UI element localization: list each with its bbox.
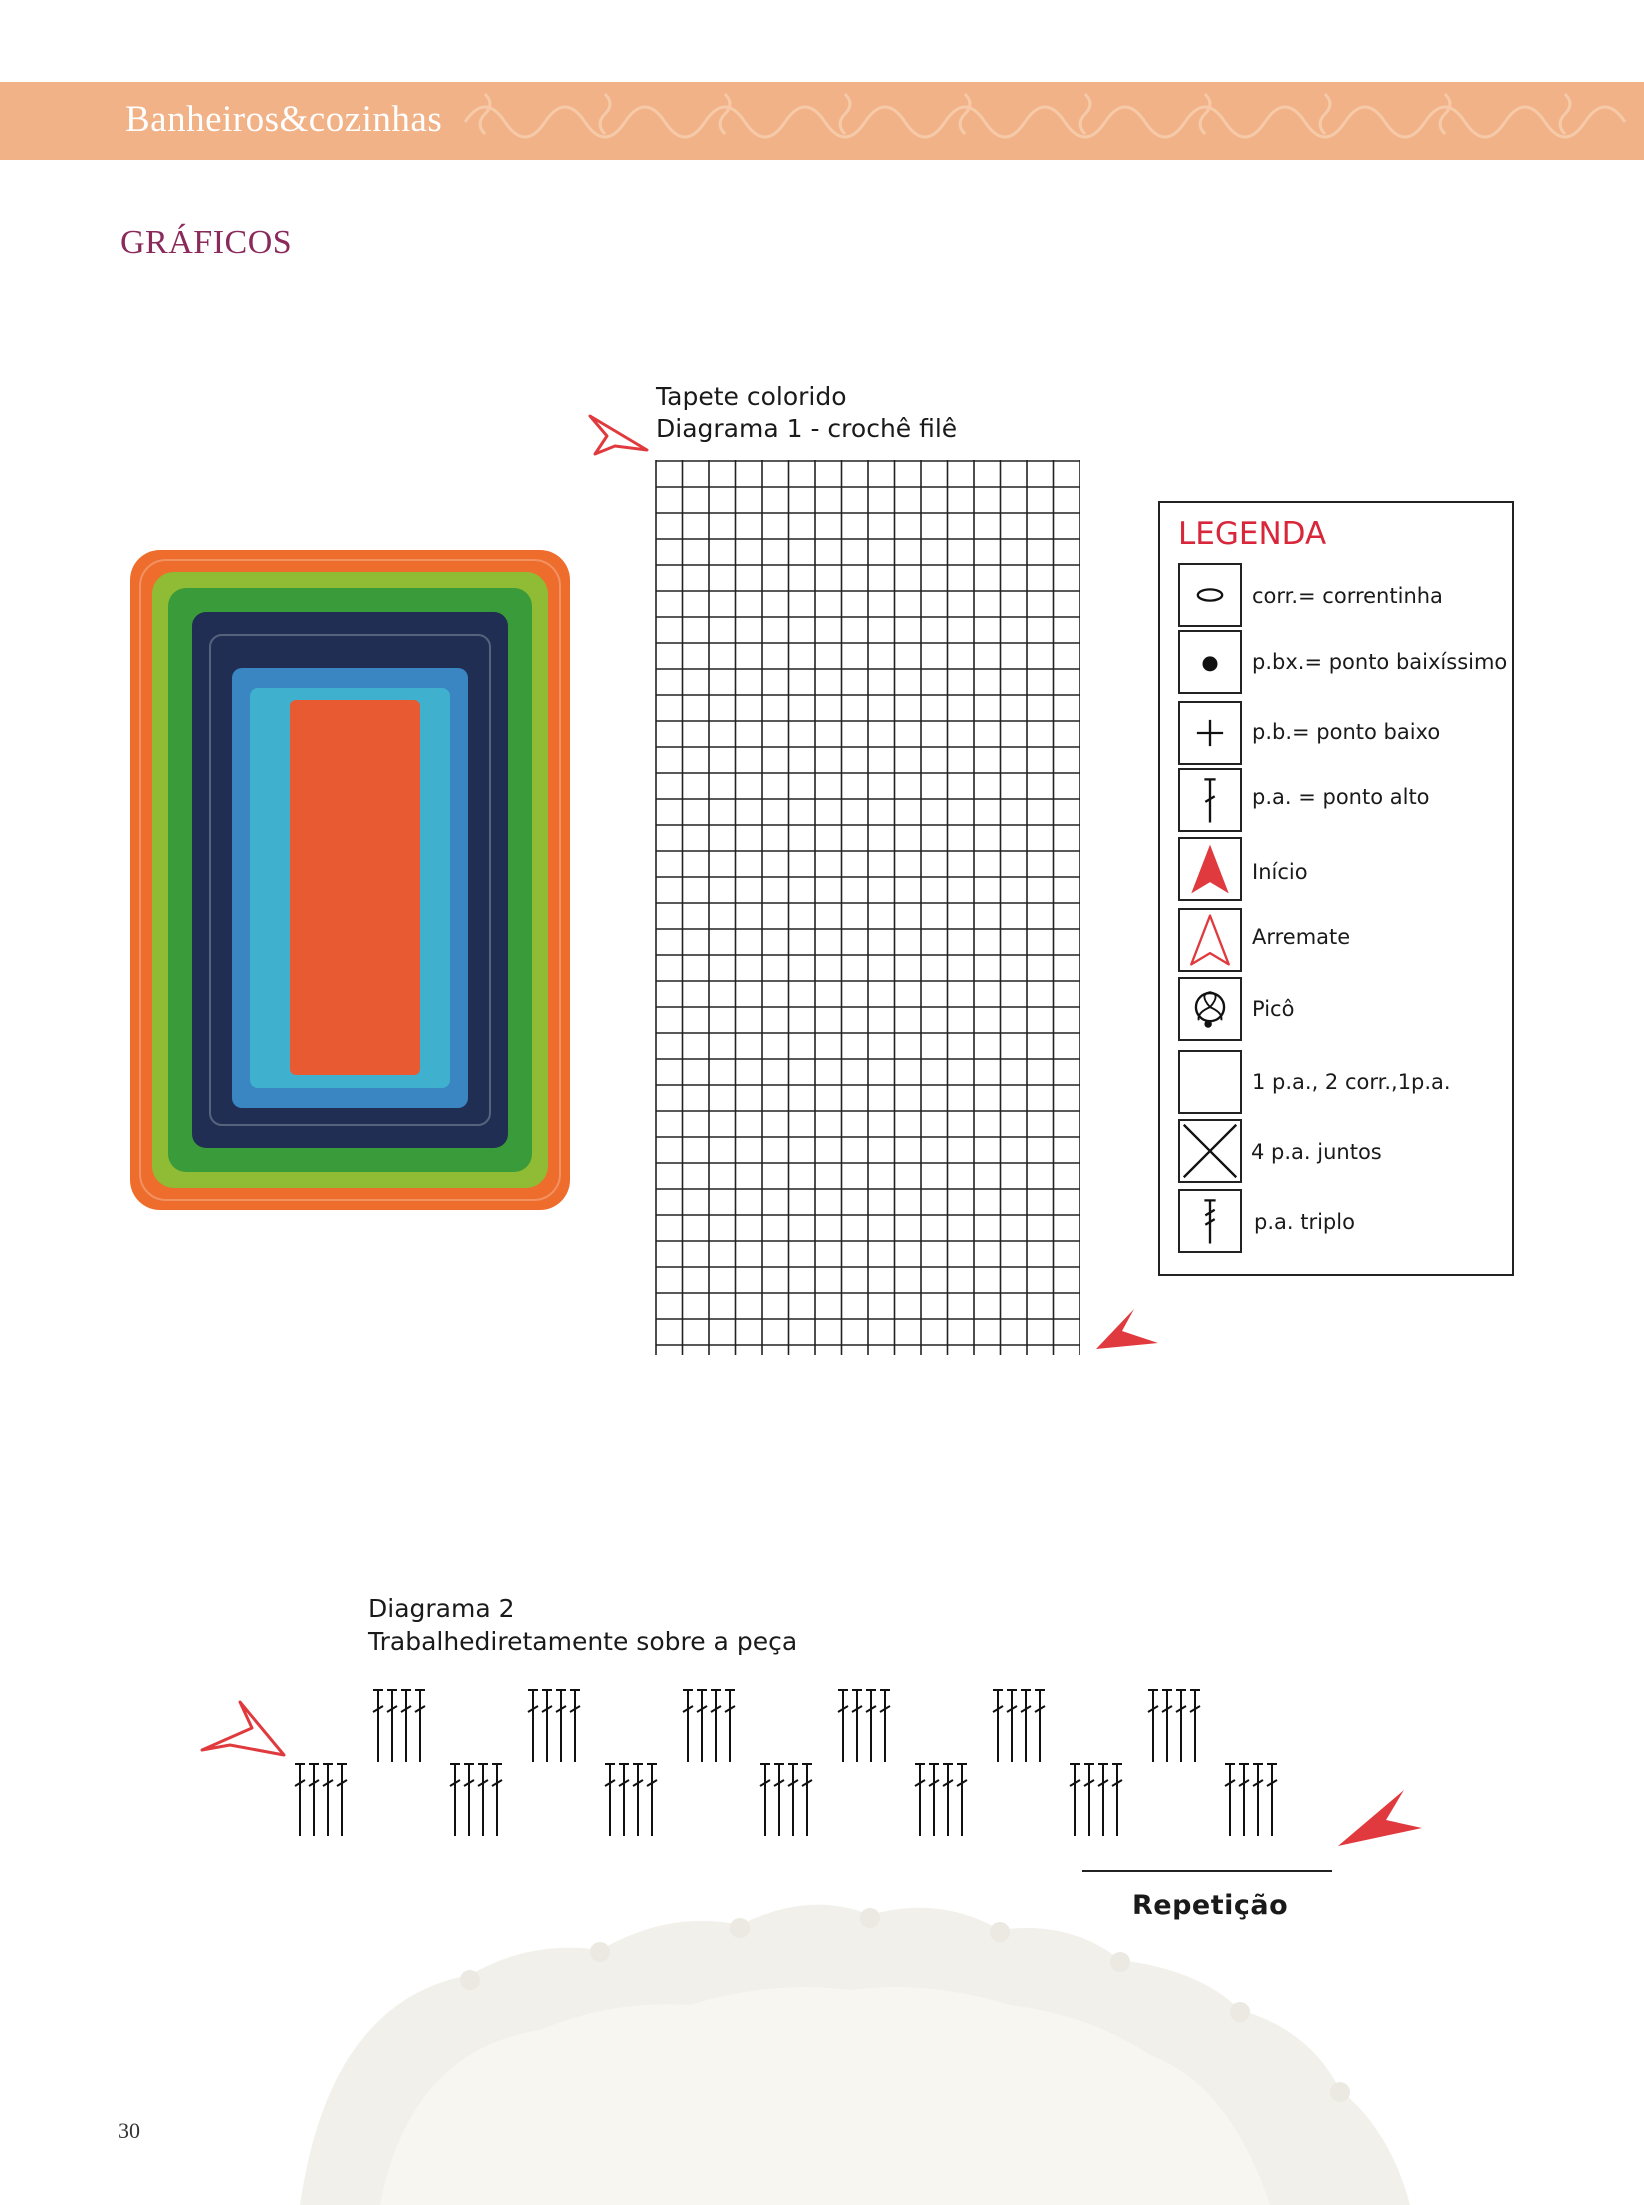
finish-arrow-icon (1178, 908, 1242, 972)
header-ornament-pattern (455, 82, 1644, 160)
legend-label-triple-crochet: p.a. triplo (1254, 1210, 1355, 1234)
double-crochet-symbol (1253, 1764, 1263, 1836)
legend-label-finish: Arremate (1252, 925, 1351, 949)
finish-arrow-icon (585, 408, 655, 458)
double-crochet-symbol (1176, 1690, 1186, 1762)
double-crochet-symbol (528, 1690, 538, 1762)
legend-title: LEGENDA (1178, 516, 1327, 552)
x-square-icon (1178, 1119, 1242, 1183)
double-crochet-icon (1178, 768, 1242, 832)
double-crochet-symbol (1162, 1690, 1172, 1762)
double-crochet-symbol (450, 1764, 460, 1836)
double-crochet-symbol (1190, 1690, 1200, 1762)
rug-photo (100, 520, 600, 1240)
double-crochet-symbol (866, 1690, 876, 1762)
diagram2-title: Diagrama 2 (368, 1594, 515, 1623)
empty-square-icon (1178, 1050, 1242, 1114)
double-crochet-symbol (1267, 1764, 1277, 1836)
finish-arrow-icon (202, 1702, 284, 1755)
double-crochet-symbol (633, 1764, 643, 1836)
double-crochet-symbol (683, 1690, 693, 1762)
double-crochet-symbol (542, 1690, 552, 1762)
double-crochet-symbol (1021, 1690, 1031, 1762)
double-crochet-symbol (619, 1764, 629, 1836)
double-crochet-symbol (943, 1764, 953, 1836)
doily-watermark (270, 1880, 1644, 2205)
double-crochet-symbol (760, 1764, 770, 1836)
double-crochet-symbol (323, 1764, 333, 1836)
double-crochet-symbol (711, 1690, 721, 1762)
diagram1-subtitle: Diagrama 1 - crochê filê (656, 414, 958, 443)
double-crochet-symbol (401, 1690, 411, 1762)
legend-label-picot: Picô (1252, 997, 1295, 1021)
legend-label-cluster: 4 p.a. juntos (1251, 1140, 1382, 1164)
legend-label-single-crochet: p.b.= ponto baixo (1252, 720, 1441, 744)
double-crochet-symbol (1112, 1764, 1122, 1836)
start-arrow-icon (1178, 837, 1242, 901)
double-crochet-symbol (1239, 1764, 1249, 1836)
double-crochet-symbol (802, 1764, 812, 1836)
double-crochet-symbol (838, 1690, 848, 1762)
double-crochet-symbol (957, 1764, 967, 1836)
repetition-line (1082, 1870, 1332, 1872)
double-crochet-symbol (774, 1764, 784, 1836)
double-crochet-symbol (725, 1690, 735, 1762)
page-number: 30 (118, 2118, 140, 2143)
double-crochet-symbol (295, 1764, 305, 1836)
legend-label-slip-stitch: p.bx.= ponto baixíssimo (1252, 650, 1508, 674)
diagram1-title: Tapete colorido (656, 382, 847, 411)
double-crochet-symbol (387, 1690, 397, 1762)
double-crochet-symbol (415, 1690, 425, 1762)
double-crochet-symbol (373, 1690, 383, 1762)
legend-label-open-mesh: 1 p.a., 2 corr.,1p.a. (1252, 1070, 1451, 1094)
double-crochet-symbol (697, 1690, 707, 1762)
double-crochet-symbol (337, 1764, 347, 1836)
double-crochet-symbol (1035, 1690, 1045, 1762)
double-crochet-symbol (464, 1764, 474, 1836)
double-crochet-symbol (492, 1764, 502, 1836)
plus-icon (1178, 701, 1242, 765)
double-crochet-symbol (556, 1690, 566, 1762)
double-crochet-symbol (570, 1690, 580, 1762)
double-crochet-symbol (852, 1690, 862, 1762)
double-crochet-symbol (1098, 1764, 1108, 1836)
page-title: GRÁFICOS (120, 224, 293, 261)
double-crochet-symbol (880, 1690, 890, 1762)
double-crochet-symbol (929, 1764, 939, 1836)
legend-label-chain: corr.= correntinha (1252, 584, 1443, 608)
double-crochet-symbol (1070, 1764, 1080, 1836)
stitch-chart (190, 1680, 1440, 1860)
double-crochet-symbol (309, 1764, 319, 1836)
triple-crochet-icon (1178, 1189, 1242, 1253)
double-crochet-symbol (647, 1764, 657, 1836)
double-crochet-symbol (1007, 1690, 1017, 1762)
filet-crochet-grid (655, 460, 1080, 1355)
double-crochet-symbol (1225, 1764, 1235, 1836)
diagram2-subtitle: Trabalhediretamente sobre a peça (368, 1627, 798, 1656)
double-crochet-symbol (993, 1690, 1003, 1762)
legend-label-double-crochet: p.a. = ponto alto (1252, 785, 1430, 809)
double-crochet-symbol (1084, 1764, 1094, 1836)
double-crochet-symbol (478, 1764, 488, 1836)
start-arrow-icon (1092, 1305, 1162, 1353)
double-crochet-symbol (788, 1764, 798, 1836)
start-arrow-icon (1338, 1790, 1422, 1846)
legend-label-start: Início (1252, 860, 1308, 884)
double-crochet-symbol (605, 1764, 615, 1836)
double-crochet-symbol (915, 1764, 925, 1836)
header-section-name: Banheiros&cozinhas (125, 99, 443, 140)
double-crochet-symbol (1148, 1690, 1158, 1762)
picot-icon (1178, 977, 1242, 1041)
dot-icon (1178, 630, 1242, 694)
chain-icon (1178, 563, 1242, 627)
repetition-label: Repetição (1132, 1890, 1289, 1921)
